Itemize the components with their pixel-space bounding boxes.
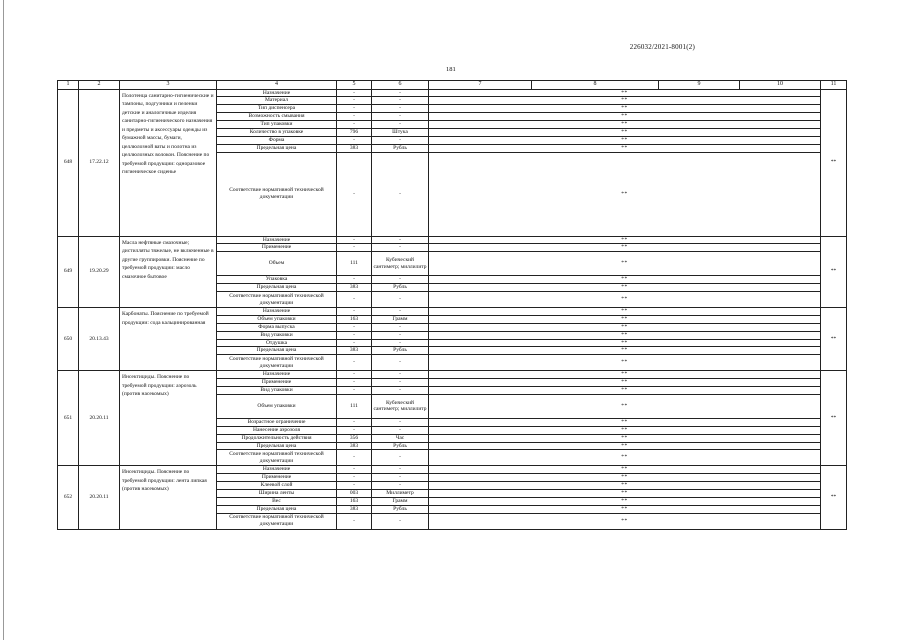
header-cell: 2 bbox=[79, 81, 120, 90]
attribute-value: ** bbox=[429, 379, 821, 387]
attribute-value: ** bbox=[429, 331, 821, 339]
attribute-quantity: 163 bbox=[337, 497, 372, 505]
attribute-quantity: 111 bbox=[337, 394, 372, 418]
attribute-quantity: - bbox=[337, 466, 372, 474]
attribute-value: ** bbox=[429, 339, 821, 347]
attribute-name: Ширина ленты bbox=[217, 490, 337, 498]
attribute-name: Объем упаковки bbox=[217, 315, 337, 323]
attribute-name: Предельная цена bbox=[217, 505, 337, 513]
attribute-value: ** bbox=[429, 450, 821, 466]
attribute-unit: - bbox=[372, 482, 429, 490]
attribute-unit: Рубль bbox=[372, 505, 429, 513]
document-id: 226032/2021-8001(2) bbox=[629, 43, 695, 51]
attribute-name: Соответствие нормативной технической документации bbox=[217, 450, 337, 466]
attribute-unit: - bbox=[372, 236, 429, 244]
attribute-unit: Час bbox=[372, 434, 429, 442]
attribute-name: Клеевой слой bbox=[217, 482, 337, 490]
attribute-value: ** bbox=[429, 121, 821, 129]
okpd-code: 20.20.11 bbox=[79, 466, 120, 529]
attribute-quantity: - bbox=[337, 308, 372, 316]
attribute-value: ** bbox=[429, 474, 821, 482]
attribute-unit: - bbox=[372, 450, 429, 466]
table-row bbox=[58, 236, 847, 244]
attribute-unit: - bbox=[372, 331, 429, 339]
attribute-quantity: - bbox=[337, 97, 372, 105]
attribute-unit: - bbox=[372, 97, 429, 105]
item-number: 652 bbox=[58, 466, 79, 529]
attribute-value: ** bbox=[429, 128, 821, 136]
table-row bbox=[58, 89, 847, 97]
attribute-unit: - bbox=[372, 474, 429, 482]
attribute-unit: - bbox=[372, 387, 429, 395]
attribute-unit: - bbox=[372, 89, 429, 97]
attribute-unit: - bbox=[372, 152, 429, 236]
item-number: 650 bbox=[58, 308, 79, 371]
attribute-unit: Рубль bbox=[372, 144, 429, 152]
attribute-quantity: - bbox=[337, 355, 372, 371]
attribute-value: ** bbox=[429, 105, 821, 113]
attribute-quantity: - bbox=[337, 105, 372, 113]
attribute-value: ** bbox=[429, 308, 821, 316]
attribute-value: ** bbox=[429, 387, 821, 395]
attribute-value: ** bbox=[429, 482, 821, 490]
header-cell: 9 bbox=[659, 81, 740, 90]
attribute-quantity: - bbox=[337, 387, 372, 395]
okpd-code: 19.20.29 bbox=[79, 236, 120, 308]
attribute-name: Назначение bbox=[217, 308, 337, 316]
header-cell: 7 bbox=[429, 81, 532, 90]
attribute-value: ** bbox=[429, 323, 821, 331]
requirements-table-container bbox=[57, 80, 846, 530]
attribute-unit: Кубический сантиметр; миллилитр bbox=[372, 252, 429, 276]
attribute-name: Продолжительность действия bbox=[217, 434, 337, 442]
attribute-unit: Рубль bbox=[372, 442, 429, 450]
attribute-unit: - bbox=[372, 121, 429, 129]
attribute-quantity: 383 bbox=[337, 347, 372, 355]
attribute-name: Соответствие нормативной технической документации bbox=[217, 355, 337, 371]
attribute-value: ** bbox=[429, 355, 821, 371]
header-cell: 4 bbox=[217, 81, 337, 90]
okpd-code: 20.13.43 bbox=[79, 308, 120, 371]
product-description: Инсектициды. Пояснение по требуемой продукции: лента липкая (против насекомых) bbox=[120, 466, 217, 529]
attribute-name: Соответствие нормативной технической документации bbox=[217, 292, 337, 308]
attribute-quantity: - bbox=[337, 236, 372, 244]
attribute-unit: - bbox=[372, 466, 429, 474]
attribute-unit: - bbox=[372, 244, 429, 252]
okpd-code: 17.22.12 bbox=[79, 89, 120, 236]
okpd-code: 20.20.11 bbox=[79, 371, 120, 466]
attribute-value: ** bbox=[429, 89, 821, 97]
attribute-value: ** bbox=[429, 371, 821, 379]
attribute-name: Материал bbox=[217, 97, 337, 105]
attribute-value: ** bbox=[429, 513, 821, 529]
attribute-unit: Грамм bbox=[372, 315, 429, 323]
attribute-unit: - bbox=[372, 513, 429, 529]
attribute-unit: - bbox=[372, 323, 429, 331]
attribute-quantity: 383 bbox=[337, 505, 372, 513]
column-11-value: ** bbox=[821, 466, 847, 529]
attribute-name: Упаковка bbox=[217, 276, 337, 284]
product-description: Инсектициды. Пояснение по требуемой продукции: аэрозоль (против насекомых) bbox=[120, 371, 217, 466]
attribute-quantity: - bbox=[337, 121, 372, 129]
attribute-value: ** bbox=[429, 136, 821, 144]
attribute-unit: - bbox=[372, 339, 429, 347]
attribute-name: Предельная цена bbox=[217, 442, 337, 450]
attribute-name: Объем упаковки bbox=[217, 394, 337, 418]
attribute-unit: - bbox=[372, 308, 429, 316]
attribute-quantity: - bbox=[337, 450, 372, 466]
attribute-value: ** bbox=[429, 252, 821, 276]
attribute-name: Применение bbox=[217, 244, 337, 252]
attribute-value: ** bbox=[429, 426, 821, 434]
attribute-name: Вес bbox=[217, 497, 337, 505]
attribute-name: Назначение bbox=[217, 89, 337, 97]
attribute-quantity: 383 bbox=[337, 442, 372, 450]
table-row bbox=[58, 466, 847, 474]
product-description: Полотенца санитарно-гигиенические и тампоны, подгузники и пеленки детские и аналогичные изделия санитарно-гигиенического назначения и предметы и аксессуары одежды из бумажной массы, бумаги, целлюлозной ваты и полотна из целлюлозных волокон. Пояснение по требуемой продукции: одноразовое гигиеническое сиденье bbox=[120, 89, 217, 236]
attribute-quantity: - bbox=[337, 426, 372, 434]
attribute-value: ** bbox=[429, 347, 821, 355]
attribute-name: Количество в упаковке bbox=[217, 128, 337, 136]
attribute-value: ** bbox=[429, 394, 821, 418]
attribute-value: ** bbox=[429, 505, 821, 513]
attribute-value: ** bbox=[429, 497, 821, 505]
attribute-quantity: - bbox=[337, 323, 372, 331]
attribute-name: Назначение bbox=[217, 466, 337, 474]
page-number: 181 bbox=[446, 66, 456, 73]
item-number: 648 bbox=[58, 89, 79, 236]
attribute-name: Отдушка bbox=[217, 339, 337, 347]
attribute-value: ** bbox=[429, 236, 821, 244]
attribute-name: Соответствие нормативной технической документации bbox=[217, 513, 337, 529]
attribute-value: ** bbox=[429, 152, 821, 236]
page-left-edge bbox=[3, 0, 4, 640]
attribute-name: Возрастное ограничение bbox=[217, 418, 337, 426]
attribute-unit: - bbox=[372, 292, 429, 308]
attribute-name: Тип упаковки bbox=[217, 121, 337, 129]
attribute-unit: Штука bbox=[372, 128, 429, 136]
product-description: Карбонаты. Пояснение по требуемой продукции: сода кальцинированная bbox=[120, 308, 217, 371]
header-cell: 1 bbox=[58, 81, 79, 90]
attribute-unit: Миллиметр bbox=[372, 490, 429, 498]
attribute-value: ** bbox=[429, 244, 821, 252]
header-cell: 10 bbox=[740, 81, 821, 90]
attribute-name: Назначение bbox=[217, 371, 337, 379]
column-11-value: ** bbox=[821, 89, 847, 236]
attribute-quantity: - bbox=[337, 513, 372, 529]
attribute-name: Возможность смывания bbox=[217, 113, 337, 121]
attribute-name: Предельная цена bbox=[217, 347, 337, 355]
attribute-name: Объем bbox=[217, 252, 337, 276]
attribute-name: Назначение bbox=[217, 236, 337, 244]
table-body bbox=[58, 89, 847, 529]
item-number: 649 bbox=[58, 236, 79, 308]
attribute-quantity: - bbox=[337, 331, 372, 339]
header-cell: 6 bbox=[372, 81, 429, 90]
attribute-name: Предельная цена bbox=[217, 144, 337, 152]
product-description: Масла нефтяные смазочные; дистилляты тяжелые, не включенные в другие группировки. Пояснение по требуемой продукции: масло смазочное бытовое bbox=[120, 236, 217, 308]
attribute-name: Вид упаковки bbox=[217, 331, 337, 339]
attribute-value: ** bbox=[429, 434, 821, 442]
attribute-value: ** bbox=[429, 315, 821, 323]
attribute-quantity: 111 bbox=[337, 252, 372, 276]
attribute-quantity: - bbox=[337, 474, 372, 482]
attribute-quantity: 383 bbox=[337, 144, 372, 152]
attribute-name: Тип диспенсера bbox=[217, 105, 337, 113]
attribute-unit: Кубический сантиметр; миллилитр bbox=[372, 394, 429, 418]
attribute-quantity: - bbox=[337, 136, 372, 144]
attribute-unit: Рубль bbox=[372, 284, 429, 292]
attribute-quantity: - bbox=[337, 292, 372, 308]
attribute-quantity: - bbox=[337, 113, 372, 121]
attribute-quantity: 356 bbox=[337, 434, 372, 442]
item-number: 651 bbox=[58, 371, 79, 466]
attribute-quantity: - bbox=[337, 152, 372, 236]
attribute-name: Соответствие нормативной технической документации bbox=[217, 152, 337, 236]
attribute-value: ** bbox=[429, 284, 821, 292]
attribute-quantity: - bbox=[337, 371, 372, 379]
attribute-quantity: - bbox=[337, 89, 372, 97]
column-11-value: ** bbox=[821, 308, 847, 371]
attribute-quantity: - bbox=[337, 276, 372, 284]
table-row bbox=[58, 371, 847, 379]
table-row bbox=[58, 308, 847, 316]
column-11-value: ** bbox=[821, 371, 847, 466]
attribute-unit: - bbox=[372, 426, 429, 434]
attribute-value: ** bbox=[429, 292, 821, 308]
attribute-unit: - bbox=[372, 371, 429, 379]
attribute-name: Применение bbox=[217, 379, 337, 387]
attribute-quantity: - bbox=[337, 482, 372, 490]
attribute-value: ** bbox=[429, 442, 821, 450]
attribute-quantity: - bbox=[337, 418, 372, 426]
header-cell: 3 bbox=[120, 81, 217, 90]
attribute-name: Вид упаковки bbox=[217, 387, 337, 395]
attribute-value: ** bbox=[429, 490, 821, 498]
header-cell: 11 bbox=[821, 81, 847, 90]
attribute-quantity: 163 bbox=[337, 315, 372, 323]
attribute-unit: Рубль bbox=[372, 347, 429, 355]
attribute-value: ** bbox=[429, 276, 821, 284]
attribute-name: Нанесение аэрозоля bbox=[217, 426, 337, 434]
attribute-value: ** bbox=[429, 113, 821, 121]
attribute-unit: - bbox=[372, 276, 429, 284]
attribute-name: Форма bbox=[217, 136, 337, 144]
attribute-quantity: - bbox=[337, 244, 372, 252]
attribute-name: Применение bbox=[217, 474, 337, 482]
attribute-unit: - bbox=[372, 355, 429, 371]
attribute-unit: - bbox=[372, 136, 429, 144]
attribute-value: ** bbox=[429, 466, 821, 474]
attribute-value: ** bbox=[429, 144, 821, 152]
attribute-name: Форма выпуска bbox=[217, 323, 337, 331]
header-cell: 5 bbox=[337, 81, 372, 90]
requirements-table bbox=[57, 80, 847, 530]
attribute-quantity: - bbox=[337, 339, 372, 347]
attribute-quantity: 383 bbox=[337, 284, 372, 292]
header-row bbox=[58, 81, 847, 90]
attribute-unit: - bbox=[372, 113, 429, 121]
header-cell: 8 bbox=[532, 81, 659, 90]
attribute-value: ** bbox=[429, 418, 821, 426]
attribute-unit: - bbox=[372, 418, 429, 426]
attribute-quantity: 003 bbox=[337, 490, 372, 498]
attribute-unit: Грамм bbox=[372, 497, 429, 505]
attribute-quantity: 796 bbox=[337, 128, 372, 136]
attribute-value: ** bbox=[429, 97, 821, 105]
attribute-unit: - bbox=[372, 379, 429, 387]
attribute-unit: - bbox=[372, 105, 429, 113]
attribute-name: Предельная цена bbox=[217, 284, 337, 292]
attribute-quantity: - bbox=[337, 379, 372, 387]
column-11-value: ** bbox=[821, 236, 847, 308]
